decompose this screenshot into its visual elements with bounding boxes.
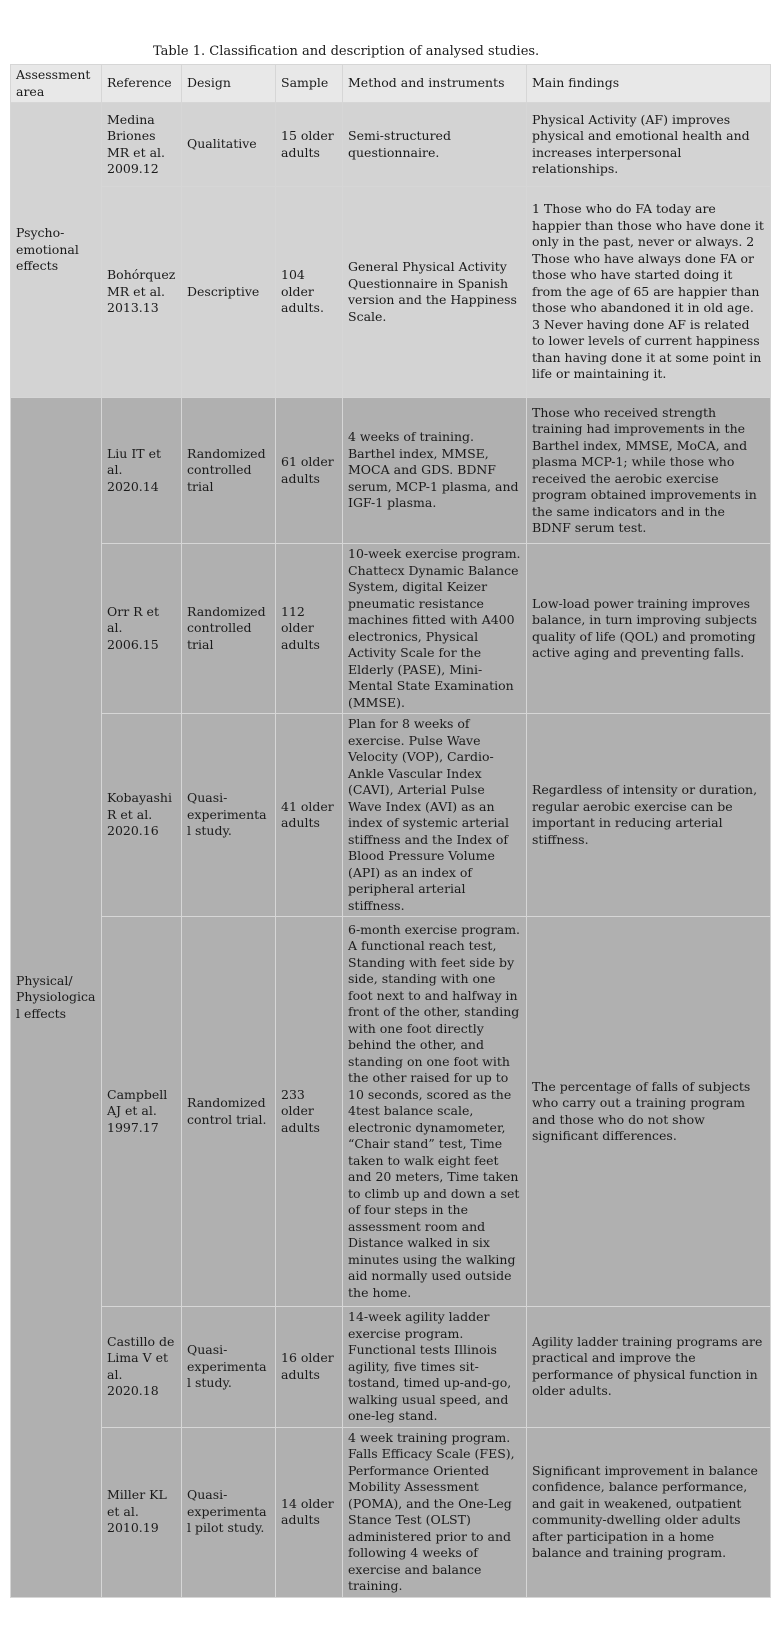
method-cell: 6-month exercise program. A functional reach test, Standing with feet side by side, standing with one foot next to and halfway in front of the other, standing with one foot directly behind the other, and standing on one foot with the other raised for up to 10 seconds, scored as the 4test balance scale, electronic dynamometer, “Chair stand” test, Time taken to walk eight feet and 20 meters, Time taken to climb up and down a set of four steps in the assessment room and Distance walked in six minutes using the walking aid normally used outside the home. [343,917,527,1307]
method-cell: General Physical Activity Questionnaire in Spanish version and the Happiness Scale. [343,187,527,398]
findings-cell: 1 Those who do FA today are happier than those who have done it only in the past, never or always. 2 Those who have always done FA or those who have started doing it from the age of 65 are happier than those who abandoned it in old age. 3 Never having done AF is related to lower levels of current happiness than having done it at some point in life or maintaining it. [527,187,771,398]
header-reference: Reference [102,65,182,103]
group-physical-physiological [11,398,771,1598]
sample-cell: 14 older adults [276,1427,343,1597]
table-row [11,714,771,917]
design-cell: Randomized controlled trial [182,544,276,714]
design-cell: Descriptive [182,187,276,398]
findings-cell: Low-load power training improves balance, in turn improving subjects quality of life (QOL) and promoting active aging and preventing falls. [527,544,771,714]
findings-cell: Those who received strength training had improvements in the Barthel index, MMSE, MoCA, and plasma MCP-1; while those who received the aerobic exercise program obtained improvements in the same indicators and in the BDNF serum test. [527,398,771,544]
reference-cell: Bohórquez MR et al. 2013.13 [102,187,182,398]
reference-cell: Kobayashi R et al. 2020.16 [102,714,182,917]
design-cell: Randomized controlled trial [182,398,276,544]
method-cell: 10-week exercise program. Chattecx Dynamic Balance System, digital Keizer pneumatic resistance machines fitted with A400 electronics, Physical Activity Scale for the Elderly (PASE), Mini-Mental State Examination (MMSE). [343,544,527,714]
header-design: Design [182,65,276,103]
header-sample: Sample [276,65,343,103]
design-cell: Randomized control trial. [182,917,276,1307]
method-cell: Plan for 8 weeks of exercise. Pulse Wave Velocity (VOP), Cardio-Ankle Vascular Index (CAVI), Arterial Pulse Wave Index (AVI) as an index of systemic arterial stiffness and the Index of Blood Pressure Volume (API) as an index of peripheral arterial stiffness. [343,714,527,917]
reference-cell: Campbell AJ et al. 1997.17 [102,917,182,1307]
group-psycho-emotional [11,103,771,398]
assessment-area-cell: Physical/ Physiological effects [11,398,102,1598]
sample-cell: 16 older adults [276,1307,343,1428]
sample-cell: 61 older adults [276,398,343,544]
design-cell: Quasi-experimental study. [182,1307,276,1428]
method-cell: 4 week training program. Falls Efficacy Scale (FES), Performance Oriented Mobility Assessment (POMA), and the One-Leg Stance Test (OLST) administered prior to and following 4 weeks of exercise and balance training. [343,1427,527,1597]
table-row [11,103,771,187]
studies-table [10,64,771,1598]
findings-cell: Physical Activity (AF) improves physical and emotional health and increases interpersonal relationships. [527,103,771,187]
sample-cell: 233 older adults [276,917,343,1307]
header-method: Method and instruments [343,65,527,103]
design-cell: Quasi-experimental study. [182,714,276,917]
method-cell: Semi-structured questionnaire. [343,103,527,187]
method-cell: 4 weeks of training. Barthel index, MMSE, MOCA and GDS. BDNF serum, MCP-1 plasma, and IGF-1 plasma. [343,398,527,544]
table-row [11,398,771,544]
reference-cell: Medina Briones MR et al. 2009.12 [102,103,182,187]
sample-cell: 15 older adults [276,103,343,187]
table-row [11,187,771,398]
sample-cell: 41 older adults [276,714,343,917]
reference-cell: Orr R et al. 2006.15 [102,544,182,714]
sample-cell: 112 older adults [276,544,343,714]
reference-cell: Liu IT et al. 2020.14 [102,398,182,544]
table-row [11,1427,771,1597]
reference-cell: Miller KL et al. 2010.19 [102,1427,182,1597]
design-cell: Quasi-experimental pilot study. [182,1427,276,1597]
findings-cell: Agility ladder training programs are practical and improve the performance of physical function in older adults. [527,1307,771,1428]
header-assessment-area: Assessment area [11,65,102,103]
findings-cell: Significant improvement in balance confidence, balance performance, and gait in weakened, outpatient community-dwelling older adults after participation in a home balance and training program. [527,1427,771,1597]
method-cell: 14-week agility ladder exercise program. Functional tests Illinois agility, five times sit-tostand, timed up-and-go, walking usual speed, and one-leg stand. [343,1307,527,1428]
table-row [11,1307,771,1428]
table-caption: Table 1. Classification and description of analysed studies. [153,44,540,59]
findings-cell: Regardless of intensity or duration, regular aerobic exercise can be important in reducing arterial stiffness. [527,714,771,917]
design-cell: Qualitative [182,103,276,187]
header-findings: Main findings [527,65,771,103]
table-row [11,917,771,1307]
findings-cell: The percentage of falls of subjects who carry out a training program and those who do not show significant differences. [527,917,771,1307]
reference-cell: Castillo de Lima V et al. 2020.18 [102,1307,182,1428]
table-row [11,544,771,714]
table-header-row [11,65,771,103]
assessment-area-cell: Psycho-emotional effects [11,103,102,398]
sample-cell: 104 older adults. [276,187,343,398]
